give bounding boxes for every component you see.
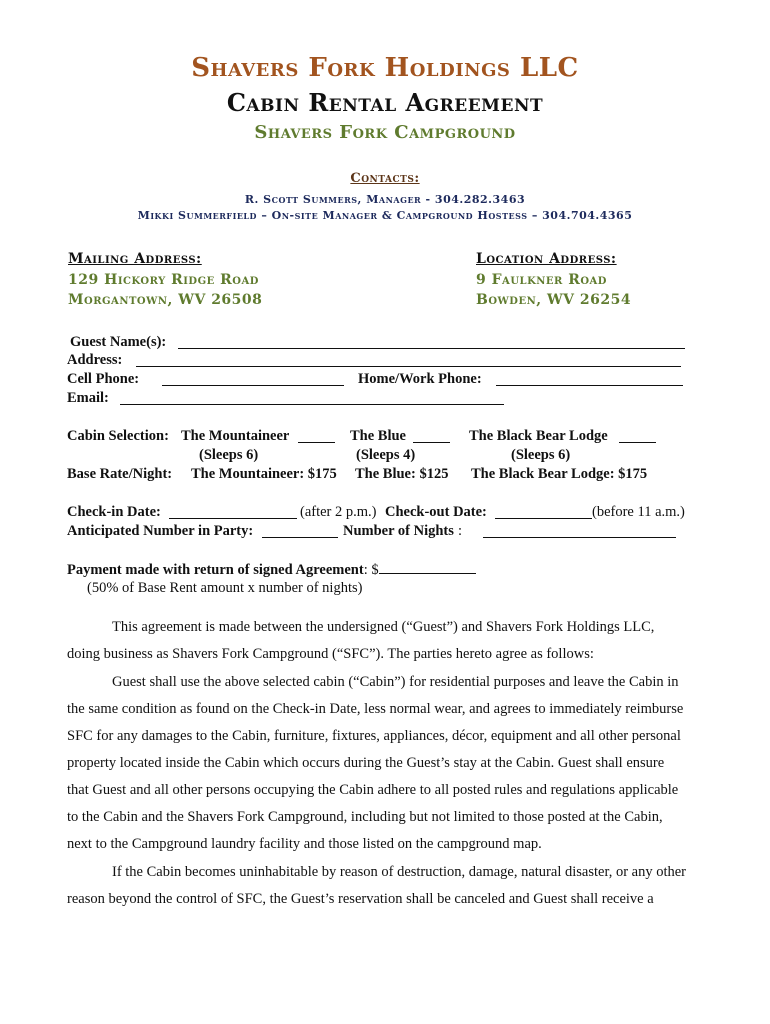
paragraph-2-line-2: the same condition as found on the Check-in Date, less normal wear, and agrees to immediately reimburse [67, 701, 684, 717]
paragraph-1-line-2: doing business as Shavers Fork Campground (“SFC”). The parties hereto agree as follows: [67, 646, 594, 662]
paragraph-3-line-1: If the Cabin becomes uninhabitable by reason of destruction, damage, natural disaster, or any other [112, 864, 686, 880]
email-label: Email: [67, 390, 109, 406]
rate-mountaineer: The Mountaineer: $175 [191, 466, 337, 482]
party-size-field[interactable] [262, 525, 338, 538]
paragraph-2-line-1: Guest shall use the above selected cabin (“Cabin”) for residential purposes and leave the Cabin in [112, 674, 679, 690]
guest-name-label: Guest Name(s): [70, 334, 167, 350]
paragraph-2-line-3: SFC for any damages to the Cabin, furniture, fixtures, appliances, décor, equipment and all other personal [67, 728, 681, 744]
paragraph-2-line-5: that Guest and all other persons occupying the Cabin adhere to all posted rules and regulations applicable [67, 782, 679, 798]
location-city: Bowden, WV 26254 [476, 292, 632, 308]
payment-line [67, 561, 476, 579]
cell-phone-field[interactable] [162, 373, 344, 386]
cell-phone-label: Cell Phone: [67, 371, 140, 387]
payment-note: (50% of Base Rent amount x number of nights) [87, 580, 363, 596]
address-label: Address: [67, 352, 123, 368]
mailing-address-heading: Mailing Address: [68, 251, 202, 267]
checkout-date-label: Check-out Date: [385, 504, 487, 520]
checkin-date-field[interactable] [169, 506, 297, 519]
rate-blue: The Blue: $125 [355, 466, 449, 482]
checkout-date-field[interactable] [495, 506, 592, 519]
company-name: Shavers Fork Holdings LLC [191, 53, 579, 83]
cabin-mountaineer-field[interactable] [298, 430, 335, 443]
number-of-nights-colon: : [458, 523, 463, 539]
checkin-date-label: Check-in Date: [67, 504, 161, 520]
mailing-street: 129 Hickory Ridge Road [68, 272, 259, 288]
home-work-phone-label: Home/Work Phone: [358, 371, 482, 387]
contacts-heading: Contacts: [350, 171, 420, 186]
party-size-label: Anticipated Number in Party: [67, 523, 254, 539]
document-title: Cabin Rental Agreement [226, 88, 544, 117]
cabin-blue-label: The Blue [350, 428, 406, 444]
location-street: 9 Faulkner Road [476, 272, 607, 288]
payment-label: Payment made with return of signed Agreement [67, 562, 364, 578]
paragraph-2-line-6: to the Cabin and the Shavers Fork Campground, including but not limited to those posted at the Cabin, [67, 809, 663, 825]
sleeps-blackbear: (Sleeps 6) [511, 447, 571, 463]
paragraph-2-line-7: next to the Campground laundry facility and those listed on the campground map. [67, 836, 542, 852]
mailing-city: Morgantown, WV 26508 [68, 292, 263, 308]
campground-name: Shavers Fork Campground [254, 122, 516, 143]
rate-blackbear: The Black Bear Lodge: $175 [471, 466, 648, 482]
checkout-time-note: (before 11 a.m.) [592, 504, 685, 520]
contact-manager: R. Scott Summers, Manager - 304.282.3463 [244, 193, 526, 206]
email-field[interactable] [120, 392, 504, 405]
paragraph-3-line-2: reason beyond the control of SFC, the Guest’s reservation shall be canceled and Guest shall receive a [67, 891, 654, 907]
base-rate-label: Base Rate/Night: [67, 466, 173, 482]
sleeps-blue: (Sleeps 4) [356, 447, 416, 463]
number-of-nights-field[interactable] [483, 525, 676, 538]
payment-dollar: : $ [363, 562, 379, 578]
cabin-selection-label: Cabin Selection: [67, 428, 169, 444]
cabin-blue-field[interactable] [413, 430, 450, 443]
guest-name-field[interactable] [178, 336, 685, 349]
location-address-heading: Location Address: [476, 251, 617, 267]
cabin-blackbear-label: The Black Bear Lodge [469, 428, 608, 444]
home-work-phone-field[interactable] [496, 373, 683, 386]
contact-onsite-manager: Mikki Summerfield – On-site Manager & Campground Hostess – 304.704.4365 [137, 209, 633, 222]
paragraph-2-line-4: property located inside the Cabin which occurs during the Guest’s stay at the Cabin. Guest shall ensure [67, 755, 665, 771]
paragraph-1-line-1: This agreement is made between the undersigned (“Guest”) and Shavers Fork Holdings LLC, [112, 619, 655, 635]
payment-amount-field[interactable] [379, 561, 476, 574]
cabin-blackbear-field[interactable] [619, 430, 656, 443]
cabin-mountaineer-label: The Mountaineer [181, 428, 290, 444]
sleeps-mountaineer: (Sleeps 6) [199, 447, 259, 463]
address-field[interactable] [136, 354, 681, 367]
checkin-time-note: (after 2 p.m.) [300, 504, 377, 520]
number-of-nights-label: Number of Nights [343, 523, 454, 539]
